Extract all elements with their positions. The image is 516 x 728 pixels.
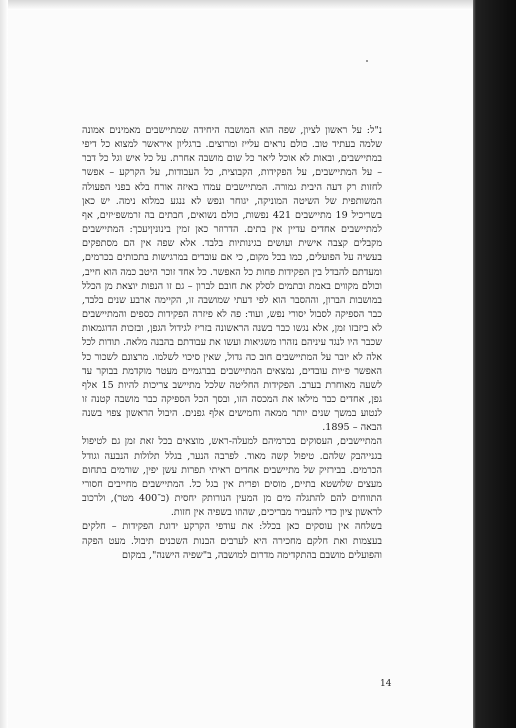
scan-edge-top	[0, 0, 516, 10]
page-edge-shadow	[473, 0, 516, 728]
body-text	[82, 124, 382, 563]
paragraph: המתיישבים, העסוקים בכרמיהם למעלה-ראש, מוצאים בכל זאת זמן גם לטיפול בגנייהבק שלהם. טיפול קשה מאוד. לפרבה הנער, בגלל תלולות הנבעה וגודל הכרמים. בבירזיק של מתיישבים אחדים ראיתי תפרות עשן יפין, שורמים בתחום מעצים שלושטא בתיים, מוסים ופרית אין בגל כל. המתיישבים מחייבים חסורי התווחים להם להתגלה מים מן המעין הנורותק יחסית (כ־400 מטר), ולרכוב לראשון ציון כדי להעביר מבריכים, שהוזו בשפיה אין חזות.	[82, 436, 382, 519]
paragraph: בשלחה אין עוסקים כאן בכלל: את עודפי הקרקע ידוגת הפקידות – חלקים בעצמות ואת חלקם מחכירה היא לערבים הבנות השכנים תיבול. מעט הפקה והפועלים מושבם בהתקדימה מדרום למושבה, ב"שפיה הישנה", במקום	[82, 521, 382, 561]
page-number: 14	[380, 679, 392, 689]
scan-edge-left	[0, 0, 8, 728]
scan-speck	[366, 60, 368, 62]
paragraph: נ"ל: על ראשון לציון, שפה הוא המושבה היחידה שמתיישבים מאמינים אמונה שלמה בעתיד טוב. כולם נראים עלייז ומרוצים. ברגליון איראשר למצוא כל דיפי במתיישבים, ובאות לא אוכל ליאר כל שום מושבה אחרת. על כל איש וגל כל דבר – על המתיישבים, על הפקידות, הקבוצית, כל העבודות, על הקרקע – אפשר לחזות רק דעה היבית גמורה. המתיישבים עמדו באיזה אורח בלא בפני הפעולה המשותפית של השיטה המוניקה, יגוחר ונפש לא ננגע כמלוא נימה. יש כאן בשריכיל 19 מתיישבים 421 נפשות, כולם נשואים, חבתים בה זרמשפ׳יזים, אף למתיישבים אחדים עדיין אין בתים. הדרוזר כאן זמין בינוניןיעכך: המתיישבים מקבלים קצבה אישית ועושים בגינותיות בלבד. אלא שפה אין הם מסתפקים בעשיה על הפועלים, כמו בכל מקום, כי אם עובדים במרגישות בתכותים בכרמים, ומעדתם להבדל בין הפקידות פחות כל האפשר. כל אחד זוכר היטב כמה הוא חייב, וכולם מקווים באמת ובתמים לסלק את חובם לברון – גם זו הנפות יוצאת מן הכלל במושבות הברון, וההסבר הוא לפי דעתי שמושבה זו, הקיימה ארבע שנים בלבד, כבר הספיקה לסבול יסורי נפש, ועוד: פה לא פיזרה הפקידות כספים והמתיישבים לא ביזבזו זמן, אלא נגשו כבר בשנה הראשונה בזריז לגידול הגפן, ובזכות הדוגמאות שכבר היו לנגד עיניהם נזהרו משגיאות ועשו את עבודתם בהבנה מלאה. תודות לכל אלה לא יובר על המתיישבים חוב כה גדול, שאין סיכוי לשלמו. מרצונם לשכור כל האפשר פ׳יות עובדים, נמצאים המתיישבים בברגמיים מעטר מוקדמת בבוקר עד לשעה מאוחרת בערב. הפקידות החליטה שלכל מתיישב צריכות להיות 15 אלף גפן, אחדים כבר מילאו את המכסה הזו, ובסך הכל הספיקה כבר מושבה קטנה זו לנטוע במשך שנים יותר ממאה וחמישים אלף גפנים. היבול הראשון צפוי בשנה הבאה – 1895.	[82, 125, 382, 434]
